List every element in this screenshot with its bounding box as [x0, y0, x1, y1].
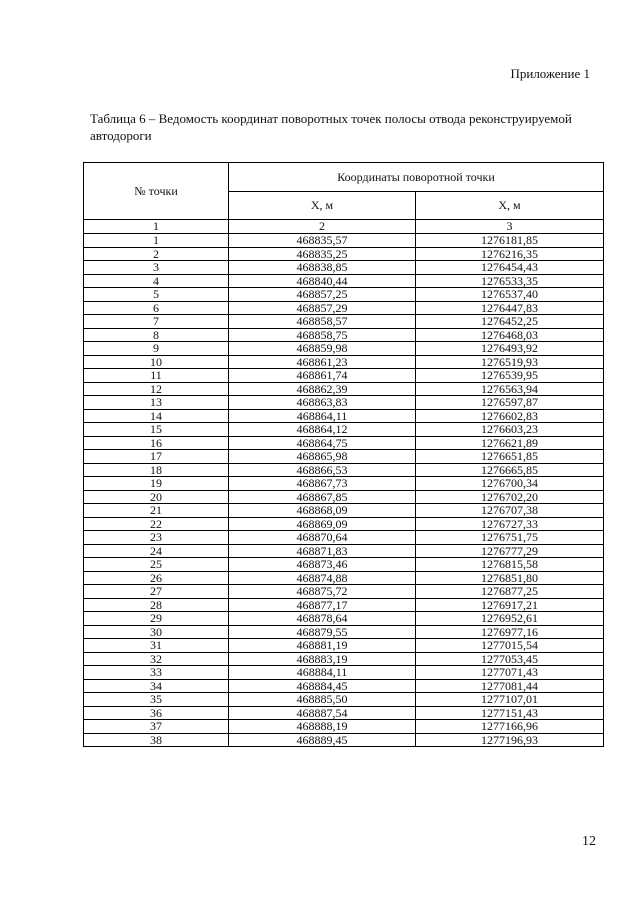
point-number-cell: 6 — [84, 301, 229, 315]
x-coordinate-cell: 468866,53 — [229, 463, 416, 477]
x-coordinate-cell: 468835,25 — [229, 247, 416, 261]
table-row — [84, 234, 604, 248]
x-coordinate-cell: 468871,83 — [229, 544, 416, 558]
point-number-cell: 17 — [84, 450, 229, 464]
table-row — [84, 639, 604, 653]
point-number-cell: 33 — [84, 666, 229, 680]
table-row — [84, 274, 604, 288]
x-coordinate-cell: 468867,85 — [229, 490, 416, 504]
y-coordinate-cell: 1276777,29 — [416, 544, 604, 558]
y-coordinate-cell: 1276181,85 — [416, 234, 604, 248]
table-row — [84, 571, 604, 585]
table-row — [84, 450, 604, 464]
table-row — [84, 666, 604, 680]
x-coordinate-cell: 468889,45 — [229, 733, 416, 747]
table-row — [84, 504, 604, 518]
x-coordinate-cell: 468884,45 — [229, 679, 416, 693]
table-body — [84, 220, 604, 747]
table-row — [84, 693, 604, 707]
x-coordinate-cell: 468863,83 — [229, 396, 416, 410]
point-number-cell: 16 — [84, 436, 229, 450]
y-coordinate-cell: 1276877,25 — [416, 585, 604, 599]
point-number-cell: 3 — [84, 261, 229, 275]
y-coordinate-cell: 1276952,61 — [416, 612, 604, 626]
y-coordinate-cell: 1276452,25 — [416, 315, 604, 329]
y-coordinate-cell: 1276493,92 — [416, 342, 604, 356]
table-row — [84, 517, 604, 531]
y-coordinate-cell: 1276216,35 — [416, 247, 604, 261]
x-coordinate-cell: 468864,11 — [229, 409, 416, 423]
table-row — [84, 720, 604, 734]
header-y: X, м — [416, 191, 604, 220]
y-coordinate-cell: 1276533,35 — [416, 274, 604, 288]
y-coordinate-cell: 1276977,16 — [416, 625, 604, 639]
x-coordinate-cell: 468858,57 — [229, 315, 416, 329]
page-number: 12 — [582, 834, 596, 849]
table-row — [84, 625, 604, 639]
x-coordinate-cell: 468861,23 — [229, 355, 416, 369]
point-number-cell: 36 — [84, 706, 229, 720]
point-number-cell: 21 — [84, 504, 229, 518]
table-row — [84, 544, 604, 558]
x-coordinate-cell: 468867,73 — [229, 477, 416, 491]
point-number-cell: 10 — [84, 355, 229, 369]
x-coordinate-cell: 468840,44 — [229, 274, 416, 288]
table-row — [84, 288, 604, 302]
point-number-cell: 19 — [84, 477, 229, 491]
x-coordinate-cell: 468883,19 — [229, 652, 416, 666]
x-coordinate-cell: 468865,98 — [229, 450, 416, 464]
x-coordinate-cell: 468864,12 — [229, 423, 416, 437]
point-number-cell: 38 — [84, 733, 229, 747]
table-row — [84, 382, 604, 396]
y-coordinate-cell: 1277015,54 — [416, 639, 604, 653]
y-coordinate-cell: 1276563,94 — [416, 382, 604, 396]
table-row — [84, 301, 604, 315]
table-row — [84, 585, 604, 599]
y-coordinate-cell: 1277053,45 — [416, 652, 604, 666]
x-coordinate-cell: 468881,19 — [229, 639, 416, 653]
table-row — [84, 477, 604, 491]
table-row — [84, 342, 604, 356]
x-coordinate-cell: 468838,85 — [229, 261, 416, 275]
point-number-cell: 25 — [84, 558, 229, 572]
y-coordinate-cell: 1276665,85 — [416, 463, 604, 477]
point-number-cell: 34 — [84, 679, 229, 693]
x-coordinate-cell: 468877,17 — [229, 598, 416, 612]
y-coordinate-cell: 1276597,87 — [416, 396, 604, 410]
y-coordinate-cell: 1276815,58 — [416, 558, 604, 572]
point-number-cell: 11 — [84, 369, 229, 383]
x-coordinate-cell: 468859,98 — [229, 342, 416, 356]
table-row — [84, 328, 604, 342]
y-coordinate-cell: 1276727,33 — [416, 517, 604, 531]
y-coordinate-cell: 1276603,23 — [416, 423, 604, 437]
y-coordinate-cell: 1277071,43 — [416, 666, 604, 680]
point-number-cell: 12 — [84, 382, 229, 396]
column-index-row — [84, 220, 604, 234]
x-coordinate-cell: 468885,50 — [229, 693, 416, 707]
point-number-cell: 28 — [84, 598, 229, 612]
column-index-cell: 2 — [229, 220, 416, 234]
y-coordinate-cell: 1277166,96 — [416, 720, 604, 734]
column-index-cell: 1 — [84, 220, 229, 234]
x-coordinate-cell: 468869,09 — [229, 517, 416, 531]
point-number-cell: 5 — [84, 288, 229, 302]
table-caption: Таблица 6 – Ведомость координат поворотных точек полосы отвода реконструируемой автодороги — [90, 111, 572, 143]
x-coordinate-cell: 468879,55 — [229, 625, 416, 639]
point-number-cell: 8 — [84, 328, 229, 342]
point-number-cell: 15 — [84, 423, 229, 437]
point-number-cell: 23 — [84, 531, 229, 545]
point-number-cell: 18 — [84, 463, 229, 477]
y-coordinate-cell: 1276602,83 — [416, 409, 604, 423]
y-coordinate-cell: 1277081,44 — [416, 679, 604, 693]
table-row — [84, 355, 604, 369]
x-coordinate-cell: 468864,75 — [229, 436, 416, 450]
y-coordinate-cell: 1276537,40 — [416, 288, 604, 302]
y-coordinate-cell: 1276702,20 — [416, 490, 604, 504]
x-coordinate-cell: 468857,29 — [229, 301, 416, 315]
x-coordinate-cell: 468887,54 — [229, 706, 416, 720]
column-index-cell: 3 — [416, 220, 604, 234]
x-coordinate-cell: 468875,72 — [229, 585, 416, 599]
point-number-cell: 9 — [84, 342, 229, 356]
y-coordinate-cell: 1276447,83 — [416, 301, 604, 315]
x-coordinate-cell: 468870,64 — [229, 531, 416, 545]
point-number-cell: 1 — [84, 234, 229, 248]
header-point-number: № точки — [84, 163, 229, 220]
x-coordinate-cell: 468857,25 — [229, 288, 416, 302]
y-coordinate-cell: 1276621,89 — [416, 436, 604, 450]
point-number-cell: 26 — [84, 571, 229, 585]
header-x: X, м — [229, 191, 416, 220]
table-row — [84, 612, 604, 626]
table-row — [84, 531, 604, 545]
point-number-cell: 2 — [84, 247, 229, 261]
point-number-cell: 30 — [84, 625, 229, 639]
x-coordinate-cell: 468873,46 — [229, 558, 416, 572]
table-row — [84, 396, 604, 410]
table-row — [84, 369, 604, 383]
table-row — [84, 261, 604, 275]
y-coordinate-cell: 1276651,85 — [416, 450, 604, 464]
table-row — [84, 490, 604, 504]
table-row — [84, 247, 604, 261]
table-row — [84, 679, 604, 693]
appendix-label: Приложение 1 — [510, 66, 590, 81]
table-row — [84, 733, 604, 747]
coordinates-table — [83, 162, 604, 747]
y-coordinate-cell: 1276917,21 — [416, 598, 604, 612]
point-number-cell: 29 — [84, 612, 229, 626]
table-row — [84, 598, 604, 612]
table-row — [84, 463, 604, 477]
point-number-cell: 37 — [84, 720, 229, 734]
x-coordinate-cell: 468878,64 — [229, 612, 416, 626]
x-coordinate-cell: 468888,19 — [229, 720, 416, 734]
y-coordinate-cell: 1276707,38 — [416, 504, 604, 518]
x-coordinate-cell: 468835,57 — [229, 234, 416, 248]
point-number-cell: 32 — [84, 652, 229, 666]
point-number-cell: 20 — [84, 490, 229, 504]
table-row — [84, 558, 604, 572]
y-coordinate-cell: 1277196,93 — [416, 733, 604, 747]
table-row — [84, 652, 604, 666]
x-coordinate-cell: 468858,75 — [229, 328, 416, 342]
y-coordinate-cell: 1276751,75 — [416, 531, 604, 545]
table-row — [84, 409, 604, 423]
x-coordinate-cell: 468884,11 — [229, 666, 416, 680]
point-number-cell: 31 — [84, 639, 229, 653]
point-number-cell: 13 — [84, 396, 229, 410]
table-row — [84, 315, 604, 329]
x-coordinate-cell: 468862,39 — [229, 382, 416, 396]
point-number-cell: 7 — [84, 315, 229, 329]
y-coordinate-cell: 1276700,34 — [416, 477, 604, 491]
x-coordinate-cell: 468874,88 — [229, 571, 416, 585]
y-coordinate-cell: 1276519,93 — [416, 355, 604, 369]
y-coordinate-cell: 1276851,80 — [416, 571, 604, 585]
point-number-cell: 4 — [84, 274, 229, 288]
table-row — [84, 436, 604, 450]
point-number-cell: 27 — [84, 585, 229, 599]
point-number-cell: 35 — [84, 693, 229, 707]
x-coordinate-cell: 468861,74 — [229, 369, 416, 383]
x-coordinate-cell: 468868,09 — [229, 504, 416, 518]
y-coordinate-cell: 1276454,43 — [416, 261, 604, 275]
y-coordinate-cell: 1277151,43 — [416, 706, 604, 720]
point-number-cell: 14 — [84, 409, 229, 423]
table-row — [84, 423, 604, 437]
y-coordinate-cell: 1276468,03 — [416, 328, 604, 342]
point-number-cell: 22 — [84, 517, 229, 531]
table-row — [84, 706, 604, 720]
y-coordinate-cell: 1276539,95 — [416, 369, 604, 383]
y-coordinate-cell: 1277107,01 — [416, 693, 604, 707]
header-coordinates: Координаты поворотной точки — [229, 163, 604, 192]
point-number-cell: 24 — [84, 544, 229, 558]
